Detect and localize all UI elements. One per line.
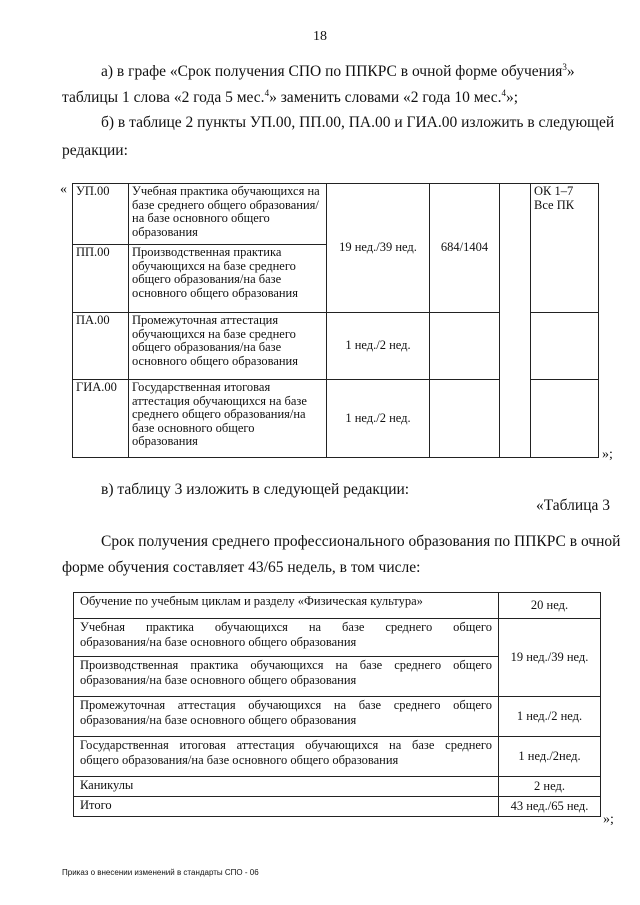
competencies-cell [531,380,599,458]
row-label: Обучение по учебным циклам и разделу «Физическая культура» [74,593,499,619]
row-label [74,657,499,697]
desc-cell: Производственная практика обучающихся на базе среднего общего образования/на базе основного общего образования [129,245,327,313]
desc-cell: Учебная практика обучающихся на базе среднего общего образования/на базе основного общего образования [129,184,327,245]
table-row [74,697,601,737]
row-value: 1 нед./2нед. [499,737,601,777]
desc-cell: Промежуточная аттестация обучающихся на базе среднего общего образования/на базе основного общего образования [129,313,327,380]
row-label: Каникулы [74,777,499,797]
paragraph-a-line2: таблицы 1 слова «2 года 5 мес.$^4$» заменить словами «2 года 10 мес.$^4$»; [62,87,519,106]
row-label-line1: Учебная практика обучающихся на базе среднего общего [80,620,492,634]
desc-cell: Государственная итоговая аттестация обучающихся на базе среднего общего образования/на базе основного общего образования [129,380,327,458]
intro-line1: Срок получения среднего профессионального образования по ППКРС в очной [101,533,621,550]
weeks-cell: 1 нед./2 нед. [327,313,430,380]
paragraph-c: в) таблицу 3 изложить в следующей редакции: [101,481,410,498]
table-row [74,797,601,817]
table3-caption: «Таблица 3 [535,497,610,514]
paragraph-a-line1: а) в графе «Срок получения СПО по ППКРС в очной форме обучения$^3$» [101,61,575,80]
row-label-line2: образования/на базе основного общего образования [80,713,357,727]
row-label-line1: Производственная практика обучающихся на базе среднего общего [80,658,492,672]
table-row [74,777,601,797]
paragraph-b-line1: б) в таблице 2 пункты УП.00, ПП.00, ПА.00 и ГИА.00 изложить в следующей [101,114,615,131]
row-label: Итого [74,797,499,817]
paragraph-b-line2: редакции: [62,142,128,159]
code-cell: ГИА.00 [73,380,129,458]
table2-close-quote: »; [602,447,613,462]
competencies-ok: ОК 1–7 [534,184,574,198]
hours-cell [430,380,500,458]
code-cell: ПП.00 [73,245,129,313]
competencies-cell [531,184,599,313]
row-label-line2: общего образования/на базе основного общего образования [80,753,399,767]
page-number: 18 [313,29,327,44]
footer-note: Приказ о внесении изменений в стандарты СПО - 06 [62,868,259,877]
row-value: 1 нед./2 нед. [499,697,601,737]
row-label-line2: образования/на базе основного общего образования [80,673,357,687]
empty-cell [500,184,531,458]
row-value: 19 нед./39 нед. [499,619,601,697]
table2-open-quote: « [60,182,67,197]
row-value: 43 нед./65 нед. [499,797,601,817]
competencies-cell [531,313,599,380]
code-cell: УП.00 [73,184,129,245]
row-label-line1: Промежуточная аттестация обучающихся на базе среднего общего [80,698,492,712]
table-row [74,737,601,777]
table-3 [73,592,601,817]
table-row [74,619,601,657]
code-cell: ПА.00 [73,313,129,380]
row-value: 20 нед. [499,593,601,619]
table3-close-quote: »; [603,812,614,827]
intro-line2: форме обучения составляет 43/65 недель, в том числе: [62,559,421,576]
table-row [74,593,601,619]
row-label-line1: Государственная итоговая аттестация обучающихся на базе среднего [80,738,492,752]
weeks-cell: 19 нед./39 нед. [327,184,430,313]
row-label [74,619,499,657]
row-value: 2 нед. [499,777,601,797]
hours-cell: 684/1404 [430,184,500,313]
row-label [74,737,499,777]
table-row [73,184,599,245]
row-label [74,697,499,737]
competencies-pk: Все ПК [534,197,575,212]
table-2 [72,183,599,458]
row-label-line2: образования/на базе основного общего образования [80,635,357,649]
weeks-cell: 1 нед./2 нед. [327,380,430,458]
hours-cell [430,313,500,380]
